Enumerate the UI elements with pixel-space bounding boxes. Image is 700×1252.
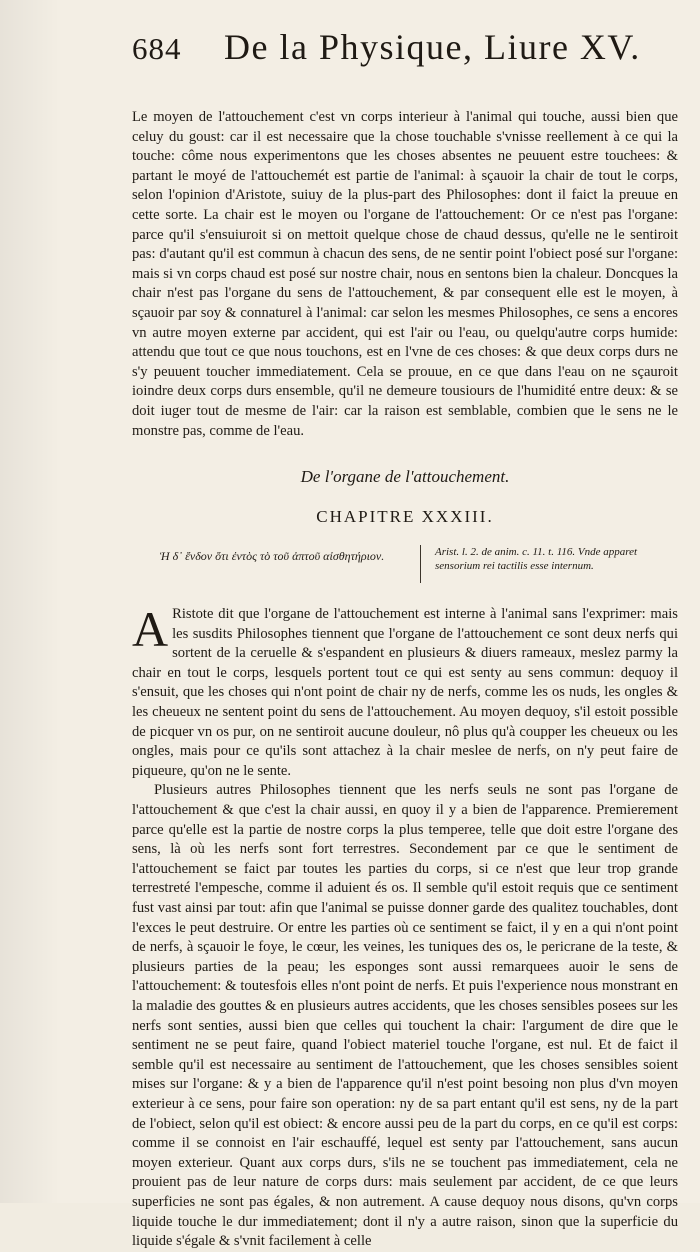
epigraph	[132, 545, 678, 591]
greek-quotation: Ἡ δ᾽ ἔνδον ὅτι ἐντὸς τὸ τοῦ ἁπτοῦ αἰσθητήριον.	[159, 549, 385, 564]
marginal-citation: Arist. l. 2. de anim. c. 11. t. 116. Vnde apparet sensorium rei tactilis esse internum.	[435, 546, 638, 573]
epigraph-divider	[420, 545, 421, 583]
running-head	[132, 26, 678, 86]
section-title: De l'organe de l'attouchement.	[300, 467, 510, 487]
page-number: 684	[132, 31, 182, 66]
chapter-title: CHAPITRE XXXIII.	[316, 507, 494, 527]
paragraph-dropcap	[132, 601, 678, 781]
running-title: De la Physique, Liure XV.	[224, 27, 641, 67]
paragraph-intro: Le moyen de l'attouchement c'est vn corps interieur à l'animal qui touche, aussi bien que celuy du goust: car il est necessaire que la chose touchable s'vnisse reellement à ce qui la touche: côme nous experimentons que les choses absentes ne peuuent estre touchees: & partant le moyé de l'attouchemét est partie de l'animal: à sçauoir la chair de tout le corps, selon l'opinion d'Aristote, suiuy de la plus-part des Philosophes: dont il faict la preuue en cette sorte. La chair est le moyen ou l'organe de l'attouchement: Or ce n'est pas l'organe: parce qu'il s'ensuiuroit si on mettoit quelque chose de chaud dessus, qu'elle ne le sentiroit pas: d'autant qu'il est commun à chacun des sens, de ne sentir point l'obiect posé sur l'organe: mais si vn corps chaud est posé sur nostre chair, nous en sentons bien la chaleur. Doncques la chair n'est pas l'organe du sens de l'attouchement, & par consequent elle est le moyen, à sçauoir par soy & connaturel à l'animal: car selon les mesmes Philosophes, ce sens a encores vn autre moyen externe par accident, qui est l'air ou l'eau, ou quelqu'autre corps humide: attendu que tout ce que nous touchons, est en l'vne de ces choses: & que deux corps durs ne s'y peuuent toucher immediatement. Cela se prouue, en ce que dans l'eau on ne sçauroit ioindre deux corps durs ensemble, qu'il ne demeure tousiours de l'humidité entre deux: & se doit iuger tout de mesme de l'air: car la raison est semblable, combien que le sens ne le monstre pas, comme de l'eau.	[132, 109, 678, 439]
paragraph-main: Plusieurs autres Philosophes tiennent que les nerfs seuls ne sont pas l'organe de l'attouchement & que c'est la chair aussi, en quoy il y a bien de l'apparence. Premierement parce qu'elle est la partie de nostre corps la plus temperee, telle que doit estre l'organe des sens, là où les nerfs sont fort terrestres. Secondement par ce que le sentiment de l'attouchement se faict par toutes les parties du corps, si ce n'est que leur trop grande terrestreté l'empesche, comme il aduient és os. Il semble qu'il estoit requis que ce sentiment fust vast ainsi par tout: afin que l'animal se puisse donner garde des qualitez touchables, dont l'exces le peut destruire. Or entre les parties où ce sentiment se faict, il y en a qui n'ont point de nerfs, à sçauoir le foye, le cœur, les veines, les tuniques des os, le pericrane de la teste, & plusieurs parties de la peau; les esponges sont aussi remarquees auoir le sens de l'attouchement: & toutesfois elles n'ont point de nerfs. Et puis l'experience nous monstrant en la maladie des gouttes & en plusieurs autres accidents, que les choses sensibles posees sur les nerfs sont senties, aussi bien que celles qui touchent la chair: l'argument de dire que le sentiment ne se peut faire, quand l'obiect materiel touche l'organe, est nul. Et de faict il semble qu'il est necessaire au sentiment de l'attouchement, que les choses sensibles soient mises sur l'organe: & y a bien de l'apparence qu'il n'est point besoing non plus d'vn moyen exterieur à ce sens, pour faire son operation: ny de sa part entant qu'il est sens, ny de la part de l'obiect, selon qu'il est obiect: & encore aussi peu de la part du corps, en ce qu'il est corps: comme il se connoist en l'air eschauffé, lequel est senty par l'attouchement, sans aucun moyen exterieur. Quant aux corps durs, s'ils ne se touchent pas immediatement, cela ne prouient pas de leur nature de corps durs: mais seulement par accident, de ce que leurs superficies ne sont pas égales, & non autrement. A cause dequoy nous disons, qu'vn corps liquide touche le dur immediatement; dont il n'y a autre raison, sinon que la superficie du liquide s'égale & s'vnit facilement à celle	[132, 782, 678, 1250]
paragraph-body: Ristote dit que l'organe de l'attouchement est interne à l'animal sans l'exprimer: mais les susdits Philosophes tiennent que l'organe de l'attouchement ce sont deux nerfs qui sortent de la ceruelle & s'espandent en plusieurs & diuers rameaux, meslez parmy la chair en tout le corps, lesquels portent tout ce qui est senty au sens commun: dequoy il s'ensuit, que les choses qui n'ont point de chair ny de nerfs, comme les os nuds, les ongles & les cheueux ne sentent point du sens de l'attouchement. Au moyen dequoy, s'il estoit possible de picquer vn os pur, on ne sentiroit aucune douleur, nô plus qu'à coupper les cheueux ou les ongles, mais pour ce qu'ils sont attachez à la chair meslee de nerfs, on n'y peut faire de piqueure, qu'on ne le sente.	[132, 606, 678, 779]
drop-capital: A	[132, 601, 169, 658]
